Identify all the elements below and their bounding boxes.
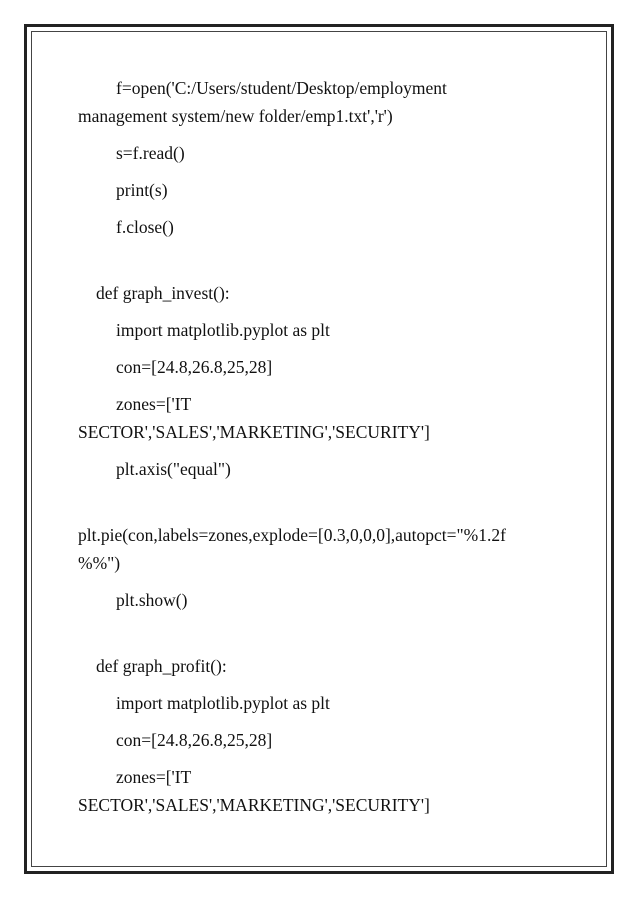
code-line-import-profit: import matplotlib.pyplot as plt [116,693,330,713]
code-line-open-cont: management system/new folder/emp1.txt','r') [78,106,393,126]
code-line-open: f=open('C:/Users/student/Desktop/employment [116,78,447,98]
code-listing [78,74,568,819]
code-line-show: plt.show() [116,590,188,610]
code-line-axis: plt.axis("equal") [116,459,231,479]
code-line-zones-profit: zones=['IT [116,767,192,787]
code-line-zones-invest: zones=['IT [116,394,192,414]
code-line-read: s=f.read() [116,143,185,163]
code-line-import-invest: import matplotlib.pyplot as plt [116,320,330,340]
code-line-zones-invest-cont: SECTOR','SALES','MARKETING','SECURITY'] [78,422,430,442]
code-line-def-profit: def graph_profit(): [96,656,227,676]
code-line-zones-profit-cont: SECTOR','SALES','MARKETING','SECURITY'] [78,795,430,815]
code-line-pie-cont: %%") [78,553,121,573]
code-line-close: f.close() [116,217,174,237]
code-line-con-invest: con=[24.8,26.8,25,28] [116,357,273,377]
code-line-print: print(s) [116,180,168,200]
code-line-pie: plt.pie(con,labels=zones,explode=[0.3,0,0,0],autopct="%1.2f [78,525,506,545]
code-line-con-profit: con=[24.8,26.8,25,28] [116,730,273,750]
code-line-def-invest: def graph_invest(): [96,283,230,303]
